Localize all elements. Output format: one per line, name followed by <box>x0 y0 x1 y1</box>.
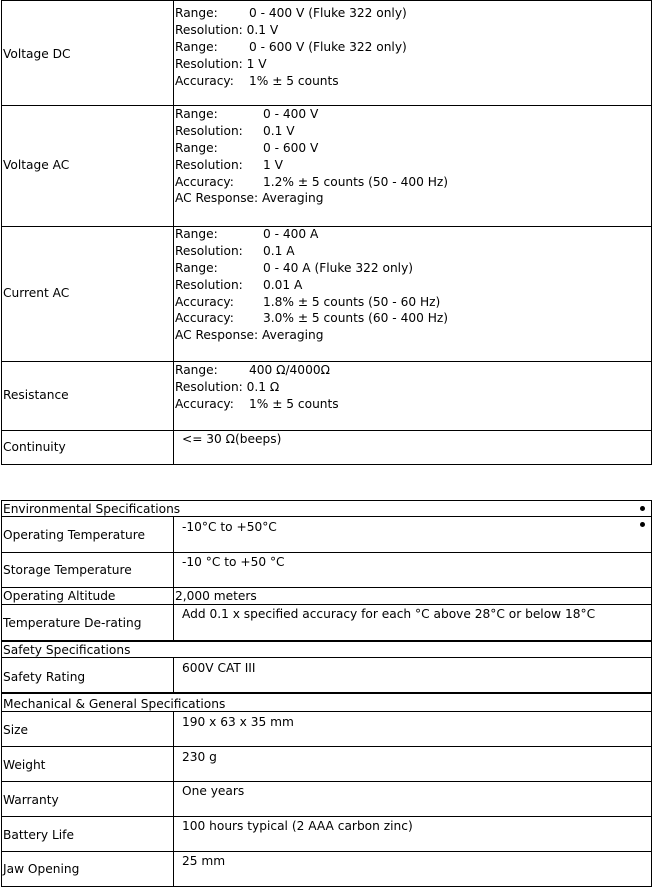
spec-key: Accuracy: <box>175 294 234 309</box>
spec-value: 1% ± 5 counts <box>249 73 339 88</box>
row-label: Operating Temperature <box>3 528 146 542</box>
row-value: 190 x 63 x 35 mm <box>182 715 294 729</box>
row-value: 600V CAT III <box>182 661 256 675</box>
bullet-icon <box>640 506 645 511</box>
spec-value: 0 - 600 V (Fluke 322 only) <box>249 39 407 54</box>
spec-value: 1 V <box>263 157 283 172</box>
spec-value: 0 - 600 V <box>263 140 319 155</box>
spec-value: 3.0% ± 5 counts (60 - 400 Hz) <box>263 311 449 326</box>
section-title-mechanical: Mechanical & General Specifications <box>3 697 226 711</box>
row-value: Add 0.1 x specified accuracy for each °C above 28°C or below 18°C <box>182 607 596 621</box>
spec-key: Resolution: <box>175 379 243 394</box>
spec-value: 0.1 A <box>263 243 295 258</box>
spec-value: 0 - 40 A (Fluke 322 only) <box>263 260 414 275</box>
bullet-icon <box>640 522 645 527</box>
spec-key: Accuracy: <box>175 73 234 88</box>
spec-key: Range: <box>175 363 218 377</box>
row-label: Temperature De-rating <box>3 616 142 630</box>
spec-value: 0.1 V <box>263 123 295 138</box>
spec-key: Range: <box>175 39 218 54</box>
spec-key: Resolution: <box>175 243 243 258</box>
spec-details <box>175 227 448 345</box>
spec-key: Resolution: <box>175 22 243 37</box>
row-value: One years <box>182 784 245 798</box>
spec-key: AC Response: <box>175 191 259 206</box>
row-value: 230 g <box>182 750 217 764</box>
spec-key: Accuracy: <box>175 396 234 411</box>
row-label: Weight <box>3 758 46 772</box>
row-label: Safety Rating <box>3 670 86 684</box>
row-value: -10 °C to +50 °C <box>182 555 285 569</box>
spec-value: 0.1 Ω <box>246 379 280 394</box>
spec-details <box>175 107 448 208</box>
spec-key: Range: <box>175 6 218 20</box>
spec-value: 1.2% ± 5 counts (50 - 400 Hz) <box>263 174 449 189</box>
row-value: 100 hours typical (2 AAA carbon zinc) <box>182 819 413 833</box>
spec-key: Range: <box>175 107 218 121</box>
row-label: Warranty <box>3 793 59 807</box>
spec-name: Current AC <box>3 286 70 300</box>
spec-key: Accuracy: <box>175 174 234 189</box>
spec-key: Range: <box>175 140 218 155</box>
spec-key: Resolution: <box>175 277 243 292</box>
row-label: Battery Life <box>3 828 74 842</box>
spec-name: Voltage AC <box>3 158 70 172</box>
row-label: Jaw Opening <box>3 862 80 876</box>
spec-key: Resolution: <box>175 56 243 71</box>
spec-key: AC Response: <box>175 328 259 343</box>
spec-value: Averaging <box>262 328 324 343</box>
spec-details <box>175 6 407 90</box>
section-title-safety: Safety Specifications <box>3 643 131 657</box>
spec-value: 1% ± 5 counts <box>249 396 339 411</box>
spec-value: 0.1 V <box>246 22 279 37</box>
row-value: 2,000 meters <box>175 589 257 603</box>
row-label: Operating Altitude <box>3 589 116 603</box>
spec-name: Continuity <box>3 440 66 454</box>
spec-key: Range: <box>175 260 218 275</box>
spec-details <box>182 432 281 449</box>
row-label: Storage Temperature <box>3 563 132 577</box>
row-value: 25 mm <box>182 854 226 868</box>
spec-value: <= 30 Ω(beeps) <box>182 432 282 446</box>
row-label: Size <box>3 723 29 737</box>
spec-value: 0 - 400 A <box>263 227 319 241</box>
spec-value: Averaging <box>262 191 324 206</box>
spec-key: Range: <box>175 227 218 241</box>
spec-key: Accuracy: <box>175 311 234 326</box>
spec-value: 400 Ω/4000Ω <box>249 363 330 377</box>
spec-name: Resistance <box>3 388 69 402</box>
spec-value: 1 V <box>246 56 267 71</box>
spec-value: 0 - 400 V <box>263 107 319 121</box>
spec-name: Voltage DC <box>3 47 71 61</box>
spec-key: Resolution: <box>175 123 243 138</box>
row-value: -10°C to +50°C <box>182 520 277 534</box>
section-title-environmental: Environmental Specifications <box>3 502 181 516</box>
spec-value: 0 - 400 V (Fluke 322 only) <box>249 6 407 20</box>
spec-value: 0.01 A <box>263 277 303 292</box>
spec-value: 1.8% ± 5 counts (50 - 60 Hz) <box>263 294 441 309</box>
spec-details <box>175 363 339 414</box>
spec-key: Resolution: <box>175 157 243 172</box>
